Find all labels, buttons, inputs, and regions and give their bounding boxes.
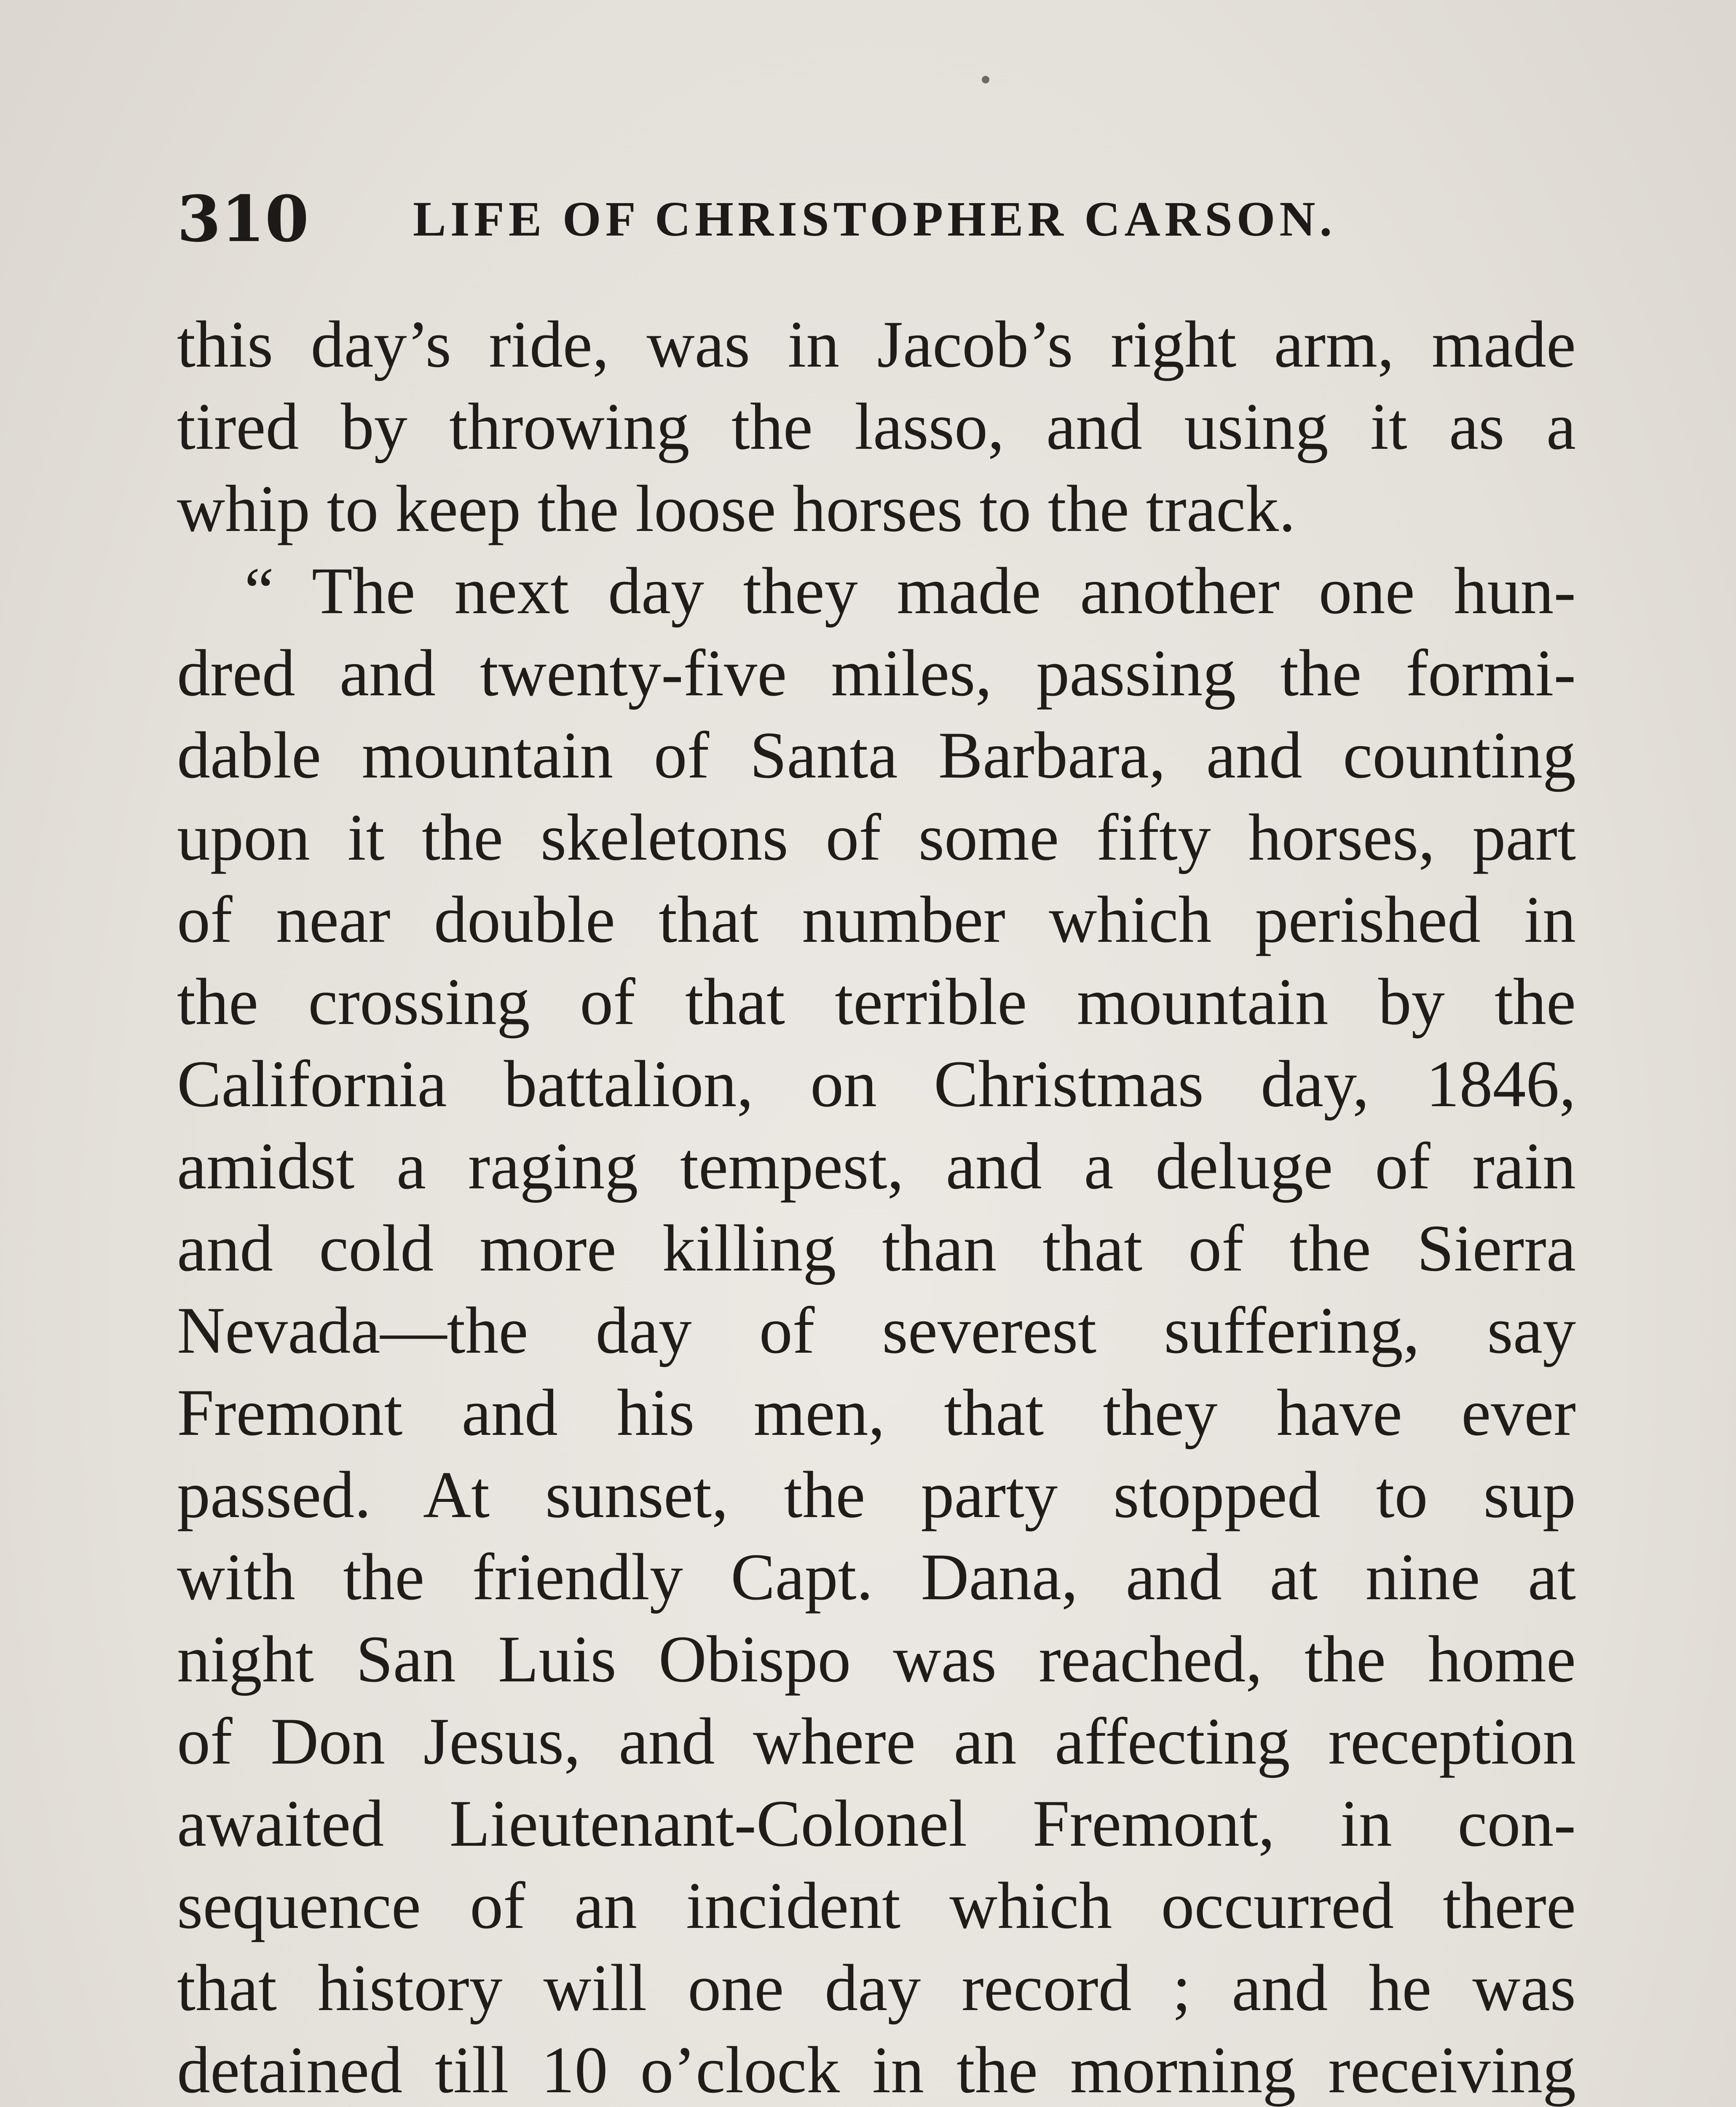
text-line: dred and twenty-five miles, passing the formi- <box>177 636 1576 710</box>
text-line: amidst a raging tempest, and a deluge of rain <box>177 1129 1576 1203</box>
text-line: Fremont and his men, that they have ever <box>177 1376 1576 1450</box>
text-line: whip to keep the loose horses to the track. <box>177 472 1296 546</box>
text-line: this day’s ride, was in Jacob’s right arm, made <box>177 308 1576 381</box>
text-line: Nevada—the day of severest suffering, say <box>177 1294 1576 1367</box>
text-line: with the friendly Capt. Dana, and at nine at <box>177 1540 1576 1614</box>
page-number: 310 <box>177 182 309 256</box>
text-line: that history will one day record ; and he was <box>177 1951 1576 2025</box>
page-header <box>177 177 1567 261</box>
text-line: the crossing of that terrible mountain by the <box>177 965 1576 1039</box>
text-line: California battalion, on Christmas day, 1846, <box>177 1047 1576 1121</box>
text-line: night San Luis Obispo was reached, the home <box>177 1622 1576 1696</box>
text-line: upon it the skeletons of some fifty horses, part <box>177 801 1576 874</box>
text-line: sequence of an incident which occurred there <box>177 1869 1576 1943</box>
text-line: of Don Jesus, and where an affecting reception <box>177 1705 1576 1778</box>
text-line: passed. At sunset, the party stopped to sup <box>177 1458 1576 1532</box>
text-line: “ The next day they made another one hun- <box>244 554 1576 628</box>
text-line: awaited Lieutenant-Colonel Fremont, in con- <box>177 1787 1576 1860</box>
body-text <box>177 303 1576 2107</box>
text-line: dable mountain of Santa Barbara, and counting <box>177 718 1576 792</box>
print-speck <box>982 76 989 83</box>
text-line: of near double that number which perished in <box>177 883 1576 957</box>
text-line: and cold more killing than that of the Sierra <box>177 1212 1576 1285</box>
text-line: tired by throwing the lasso, and using it as a <box>177 390 1576 464</box>
running-head: LIFE OF CHRISTOPHER CARSON. <box>413 191 1337 247</box>
text-line: detained till 10 o’clock in the morning receiving <box>177 2033 1576 2107</box>
